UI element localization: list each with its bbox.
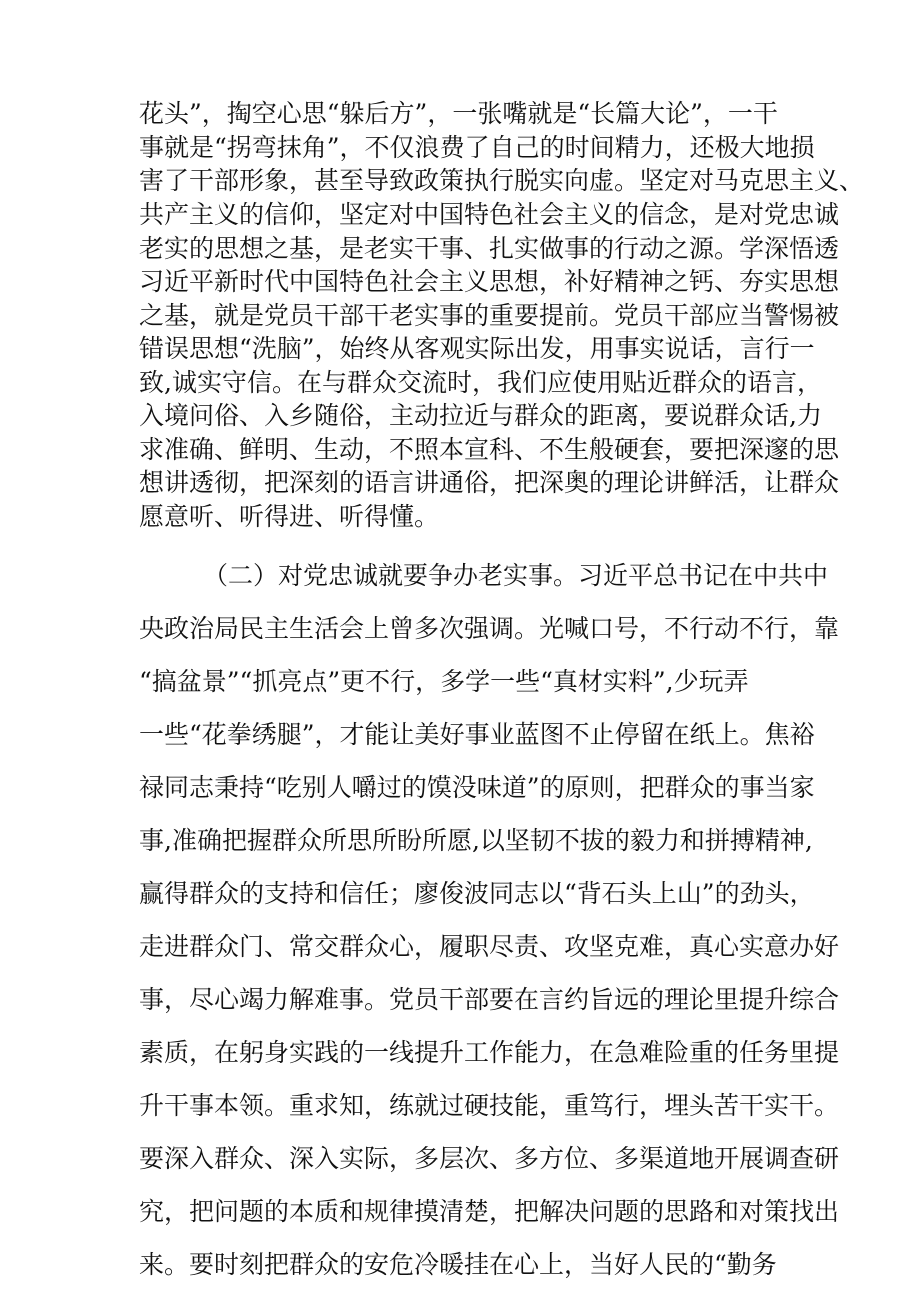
text-line: 央政治局民主生活会上曾多次强调。光喊口号，不行动不行，靠: [139, 614, 840, 643]
text-line: 之基，就是党员干部干老实事的重要提前。党员干部应当警惕被: [139, 301, 840, 330]
text-line: 事，尽心竭力解难事。党员干部要在言约旨远的理论里提升综合: [139, 985, 840, 1014]
text-line: 究，把问题的本质和规律摸清楚，把解决问题的思路和对策找出: [139, 1197, 840, 1226]
text-line: （二）对党忠诚就要争办老实事。习近平总书记在中共中: [203, 561, 829, 590]
text-line: 升干事本领。重求知，练就过硬技能，重笃行，埋头苦干实干。: [139, 1091, 840, 1120]
text-line: 习近平新时代中国特色社会主义思想，补好精神之钙、夯实思想: [139, 267, 840, 296]
text-line: 一些“花拳绣腿”，才能让美好事业蓝图不止停留在纸上。焦裕: [139, 720, 815, 749]
text-line: 入境问俗、入乡随俗，主动拉近与群众的距离，要说群众话,力: [139, 401, 822, 430]
text-line: 害了干部形象，甚至导致政策执行脱实向虚。坚定对马克思主义、: [139, 166, 865, 195]
text-line: 致,诚实守信。在与群众交流时，我们应使用贴近群众的语言，: [139, 368, 822, 397]
text-line: 禄同志秉持“吃别人嚼过的馍没味道”的原则，把群众的事当家: [139, 773, 815, 802]
text-line: 花头”，掏空心思“躲后方”，一张嘴就是“长篇大论”，一干: [139, 99, 778, 128]
text-line: 事,准确把握群众所思所盼所愿,以坚韧不拔的毅力和拼搏精神,: [139, 826, 813, 855]
text-line: 赢得群众的支持和信任；廖俊波同志以“背石头上山”的劲头，: [139, 879, 815, 908]
text-line: 求准确、鲜明、生动，不照本宣科、不生般硬套，要把深邃的思: [139, 435, 840, 464]
text-line: 想讲透彻，把深刻的语言讲通俗，把深奥的理论讲鲜活，让群众: [139, 468, 840, 497]
text-line: 老实的思想之基，是老实干事、扎实做事的行动之源。学深悟透: [139, 234, 840, 263]
text-line: 共产主义的信仰，坚定对中国特色社会主义的信念，是对党忠诚: [139, 200, 840, 229]
text-line: 错误思想“洗脑”，始终从客观实际出发，用事实说话，言行一: [139, 334, 815, 363]
text-line: 要深入群众、深入实际，多层次、多方位、多渠道地开展调查研: [139, 1144, 840, 1173]
text-line: 走进群众门、常交群众心，履职尽责、攻坚克难，真心实意办好: [139, 932, 840, 961]
text-line: 愿意听、听得进、听得懂。: [139, 502, 440, 531]
text-line: 事就是“拐弯抹角”，不仅浪费了自己的时间精力，还极大地损: [139, 133, 815, 162]
text-line: 来。要时刻把群众的安危冷暖挂在心上，当好人民的“勤务: [139, 1250, 777, 1279]
text-line: 素质，在躬身实践的一线提升工作能力，在急难险重的任务里提: [139, 1038, 840, 1067]
text-line: “搞盆景”“抓亮点”更不行，多学一些“真材实料”,少玩弄: [139, 667, 749, 696]
